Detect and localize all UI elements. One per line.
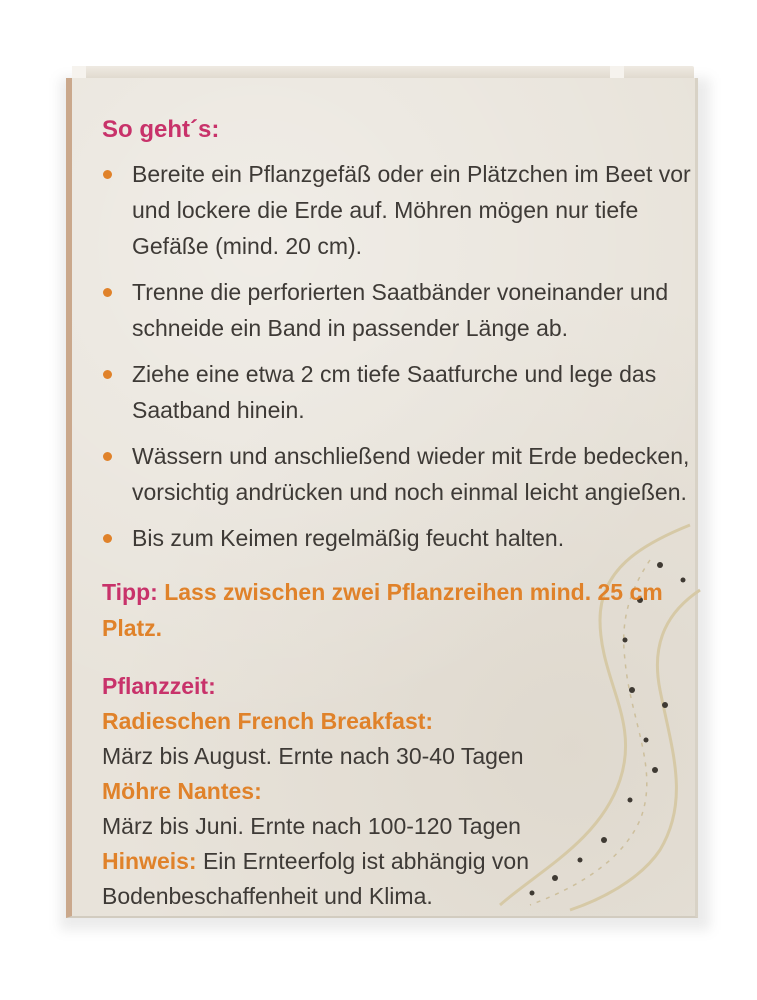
instructions-panel (102, 112, 692, 914)
note-block (102, 844, 692, 914)
note-label: Hinweis: (102, 848, 197, 874)
step-text: Trenne die perforierten Saatbänder voneinander und schneide ein Band in passender Länge ab. (132, 279, 669, 341)
steps-list (102, 156, 692, 556)
step-item (102, 356, 692, 428)
bullet-dot-icon (103, 288, 112, 297)
variety-name-carrot: Möhre Nantes: (102, 778, 262, 804)
instructions-title: So geht´s: (102, 116, 220, 143)
step-text: Bereite ein Pflanzgefäß oder ein Plätzchen im Beet vor und lockere die Erde auf. Möhren mögen nur tiefe Gefäße (mind. 20 cm). (132, 161, 691, 259)
step-item (102, 520, 692, 556)
planting-heading: Pflanzzeit: (102, 673, 216, 699)
bullet-dot-icon (103, 534, 112, 543)
variety-text-radish: März bis August. Ernte nach 30-40 Tagen (102, 743, 524, 769)
note-text: Ein Ernteerfolg ist abhängig von Bodenbeschaffenheit und Klima. (102, 848, 530, 909)
step-text: Bis zum Keimen regelmäßig feucht halten. (132, 525, 565, 551)
step-text: Wässern und anschließend wieder mit Erde bedecken, vorsichtig andrücken und noch einmal leicht angießen. (132, 443, 690, 505)
step-item (102, 156, 692, 264)
bullet-dot-icon (103, 170, 112, 179)
step-text: Ziehe eine etwa 2 cm tiefe Saatfurche und lege das Saatband hinein. (132, 361, 657, 423)
planting-section (102, 668, 692, 914)
tip-text: Lass zwischen zwei Pflanzreihen mind. 25 cm Platz. (102, 579, 663, 641)
bullet-dot-icon (103, 452, 112, 461)
tip-block (102, 574, 692, 646)
variety-text-carrot: März bis Juni. Ernte nach 100-120 Tagen (102, 813, 521, 839)
bullet-dot-icon (103, 370, 112, 379)
variety-name-radish: Radieschen French Breakfast: (102, 708, 434, 734)
tip-label: Tipp: (102, 579, 158, 605)
step-item (102, 438, 692, 510)
step-item (102, 274, 692, 346)
